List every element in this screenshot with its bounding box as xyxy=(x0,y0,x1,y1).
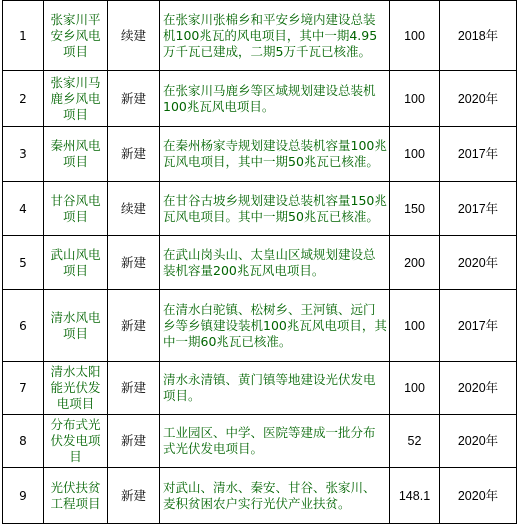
table-row xyxy=(3,415,517,468)
project-name: 清水风电项目 xyxy=(44,290,108,362)
project-content: 在甘谷古坡乡规划建设总装机容量150兆瓦风电项目。其中一期50兆瓦已核准。 xyxy=(160,182,390,236)
project-content: 在武山岗头山、太皇山区域规划建设总装机容量200兆瓦风电项目。 xyxy=(160,236,390,290)
completion-year: 2020年 xyxy=(440,415,517,468)
project-content: 对武山、清水、秦安、甘谷、张家川、麦积贫困农户实行光伏产业扶贫。 xyxy=(160,468,390,524)
table-row xyxy=(3,182,517,236)
construction-type: 续建 xyxy=(108,1,160,71)
construction-type: 新建 xyxy=(108,468,160,524)
table-row xyxy=(3,127,517,182)
row-index: 9 xyxy=(3,468,44,524)
completion-year: 2020年 xyxy=(440,362,517,415)
row-index: 6 xyxy=(3,290,44,362)
table-row xyxy=(3,362,517,415)
table-row xyxy=(3,1,517,71)
construction-type: 新建 xyxy=(108,362,160,415)
project-name: 清水太阳能光伏发电项目 xyxy=(44,362,108,415)
table-row xyxy=(3,290,517,362)
completion-year: 2017年 xyxy=(440,182,517,236)
project-content: 在张家川张棉乡和平安乡境内建设总装机100兆瓦的风电项目，其中一期4.95万千瓦已建成，二期5万千瓦已核准。 xyxy=(160,1,390,71)
row-index: 5 xyxy=(3,236,44,290)
construction-type: 新建 xyxy=(108,127,160,182)
completion-year: 2018年 xyxy=(440,1,517,71)
completion-year: 2020年 xyxy=(440,71,517,127)
project-name: 甘谷风电项目 xyxy=(44,182,108,236)
capacity-value: 100 xyxy=(390,71,440,127)
project-content: 在清水白驼镇、松树乡、王河镇、远门乡等乡镇建设装机100兆瓦风电项目，其中一期60兆瓦已核准。 xyxy=(160,290,390,362)
table-row xyxy=(3,236,517,290)
project-table xyxy=(2,0,517,524)
row-index: 7 xyxy=(3,362,44,415)
project-name: 张家川马鹿乡风电项目 xyxy=(44,71,108,127)
table-row xyxy=(3,468,517,524)
project-name: 武山风电项目 xyxy=(44,236,108,290)
project-name: 分布式光伏发电项目 xyxy=(44,415,108,468)
project-content: 工业园区、中学、医院等建成一批分布式光伏发电项目。 xyxy=(160,415,390,468)
capacity-value: 150 xyxy=(390,182,440,236)
project-name: 光伏扶贫工程项目 xyxy=(44,468,108,524)
completion-year: 2017年 xyxy=(440,290,517,362)
capacity-value: 100 xyxy=(390,1,440,71)
project-content: 在秦州杨家寺规划建设总装机容量100兆瓦风电项目，其中一期50兆瓦已核准。 xyxy=(160,127,390,182)
project-table-body xyxy=(3,1,517,524)
row-index: 1 xyxy=(3,1,44,71)
capacity-value: 148.1 xyxy=(390,468,440,524)
row-index: 3 xyxy=(3,127,44,182)
table-row xyxy=(3,71,517,127)
project-content: 清水永清镇、黄门镇等地建设光伏发电项目。 xyxy=(160,362,390,415)
capacity-value: 100 xyxy=(390,127,440,182)
project-name: 秦州风电项目 xyxy=(44,127,108,182)
capacity-value: 52 xyxy=(390,415,440,468)
row-index: 2 xyxy=(3,71,44,127)
construction-type: 新建 xyxy=(108,290,160,362)
completion-year: 2020年 xyxy=(440,468,517,524)
construction-type: 新建 xyxy=(108,236,160,290)
construction-type: 续建 xyxy=(108,182,160,236)
construction-type: 新建 xyxy=(108,415,160,468)
row-index: 8 xyxy=(3,415,44,468)
completion-year: 2017年 xyxy=(440,127,517,182)
row-index: 4 xyxy=(3,182,44,236)
capacity-value: 100 xyxy=(390,290,440,362)
completion-year: 2020年 xyxy=(440,236,517,290)
project-content: 在张家川马鹿乡等区域规划建设总装机100兆瓦风电项目。 xyxy=(160,71,390,127)
construction-type: 新建 xyxy=(108,71,160,127)
project-name: 张家川平安乡风电项目 xyxy=(44,1,108,71)
capacity-value: 100 xyxy=(390,362,440,415)
capacity-value: 200 xyxy=(390,236,440,290)
